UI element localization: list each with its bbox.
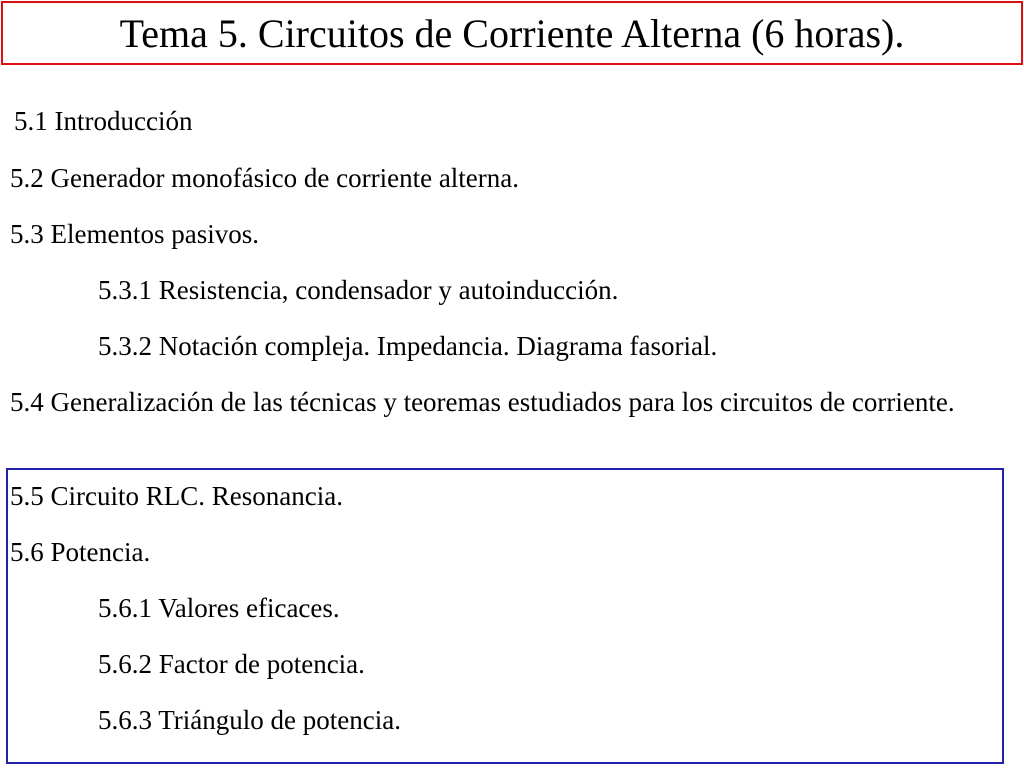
section-5-2: 5.2 Generador monofásico de corriente alterna. [10,163,520,193]
section-5-3: 5.3 Elementos pasivos. [10,219,259,249]
section-5-4: 5.4 Generalización de las técnicas y teoremas estudiados para los circuitos de corriente. [10,387,955,417]
page-title: Tema 5. Circuitos de Corriente Alterna (6 horas). [119,11,905,56]
section-5-5: 5.5 Circuito RLC. Resonancia. [10,481,343,511]
section-5-6-2: 5.6.2 Factor de potencia. [98,649,365,679]
section-5-6-3: 5.6.3 Triángulo de potencia. [98,705,401,735]
title-box [1,1,1023,65]
section-5-3-1: 5.3.1 Resistencia, condensador y autoinducción. [98,275,619,305]
section-5-6: 5.6 Potencia. [10,537,151,567]
section-5-3-2: 5.3.2 Notación compleja. Impedancia. Diagrama fasorial. [98,331,718,361]
section-5-1: 5.1 Introducción [14,106,193,136]
section-5-6-1: 5.6.1 Valores eficaces. [98,593,340,623]
